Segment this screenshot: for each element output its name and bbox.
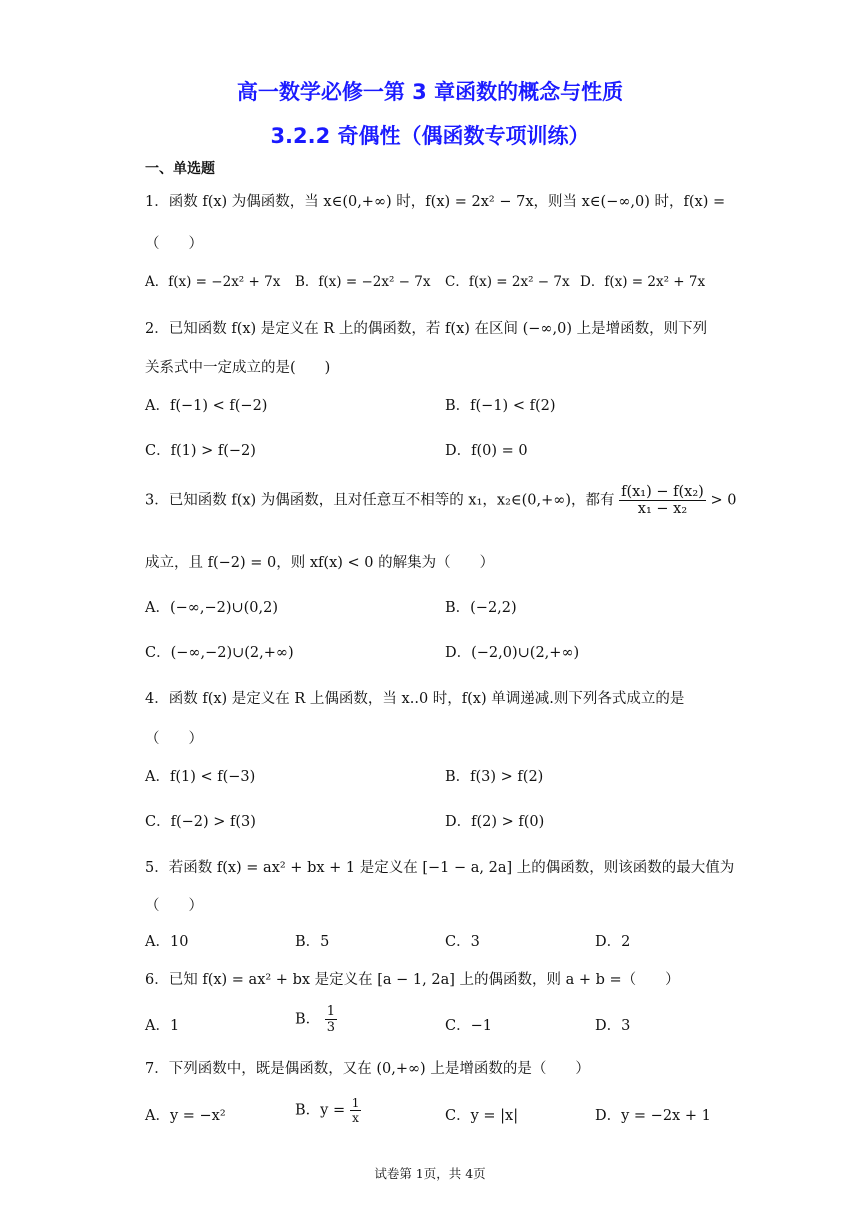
question-6-option-c: C．−1 — [445, 1018, 492, 1034]
question-3-option-d: D．(−2,0)∪(2,+∞) — [445, 645, 580, 661]
question-5-text: 5．若函数 f(x) = ax² + bx + 1 是定义在 [−1 − a, 2a] 上的偶函数，则该函数的最大值为 — [145, 860, 735, 876]
question-5-option-d: D．2 — [595, 934, 631, 950]
question-7-option-b — [295, 1096, 361, 1125]
question-5-option-b: B．5 — [295, 934, 330, 950]
question-1-bracket: （ ） — [145, 236, 203, 252]
question-4-option-c: C．f(−2) > f(3) — [145, 814, 256, 830]
question-7-option-d: D．y = −2x + 1 — [595, 1108, 711, 1124]
question-7-option-c: C．y = |x| — [445, 1108, 519, 1124]
section-heading: 一、单选题 — [145, 161, 215, 177]
question-4-text: 4．函数 f(x) 是定义在 R 上偶函数，当 x..0 时，f(x) 单调递减.则下列各式成立的是 — [145, 691, 685, 707]
option-label: B．y = — [295, 1102, 350, 1119]
question-3-text — [145, 484, 736, 517]
question-4-option-d: D．f(2) > f(0) — [445, 814, 545, 830]
question-3-text-cont: 成立，且 f(−2) = 0，则 xf(x) < 0 的解集为（ ） — [145, 555, 495, 571]
question-2-option-c: C．f(1) > f(−2) — [145, 443, 256, 459]
option-b-fraction — [350, 1096, 362, 1125]
question-3-text-pre: 3．已知函数 f(x) 为偶函数，且对任意互不相等的 x₁，x₂∈(0,+∞)，都有 — [145, 492, 615, 509]
question-4-option-b: B．f(3) > f(2) — [445, 769, 544, 785]
fraction-denominator: 3 — [326, 1020, 336, 1035]
question-5-option-c: C．3 — [445, 934, 480, 950]
question-2-option-a: A．f(−1) < f(−2) — [145, 398, 268, 414]
question-2-option-d: D．f(0) = 0 — [445, 443, 528, 459]
question-3-option-a: A．(−∞,−2)∪(0,2) — [145, 600, 279, 616]
question-1-option-a: A．f(x) = −2x² + 7x — [145, 274, 281, 290]
question-5-bracket: （ ） — [145, 898, 203, 914]
question-1-option-b: B．f(x) = −2x² − 7x — [295, 274, 431, 290]
question-3-text-post: > 0 — [710, 492, 737, 509]
question-4-bracket: （ ） — [145, 731, 203, 747]
question-2-text: 2．已知函数 f(x) 是定义在 R 上的偶函数，若 f(x) 在区间 (−∞,0) 上是增函数，则下列 — [145, 321, 708, 337]
fraction-denominator: x — [352, 1111, 359, 1125]
question-4-option-a: A．f(1) < f(−3) — [145, 769, 256, 785]
page-subtitle: 3.2.2 奇偶性（偶函数专项训练） — [270, 124, 590, 148]
question-6-text: 6．已知 f(x) = ax² + bx 是定义在 [a − 1, 2a] 上的偶函数，则 a + b =（ ） — [145, 972, 680, 988]
question-2-text-cont: 关系式中一定成立的是( ) — [145, 360, 331, 376]
fraction-numerator: 1 — [351, 1096, 360, 1110]
option-label: B． — [295, 1011, 321, 1028]
fraction-numerator: f(x₁) − f(x₂) — [621, 484, 704, 500]
question-7-option-a: A．y = −x² — [145, 1108, 226, 1124]
question-2-option-b: B．f(−1) < f(2) — [445, 398, 556, 414]
question-3-option-c: C．(−∞,−2)∪(2,+∞) — [145, 645, 294, 661]
page-footer: 试卷第 1页，共 4页 — [374, 1166, 486, 1181]
question-6-option-a: A．1 — [145, 1018, 180, 1034]
question-7-text: 7．下列函数中，既是偶函数，又在 (0,+∞) 上是增函数的是（ ） — [145, 1061, 590, 1077]
option-b-fraction — [325, 1004, 337, 1035]
fraction-denominator: x₁ − x₂ — [637, 501, 688, 517]
question-5-option-a: A．10 — [145, 934, 189, 950]
question-1-text: 1．函数 f(x) 为偶函数，当 x∈(0,+∞) 时，f(x) = 2x² − 7x，则当 x∈(−∞,0) 时，f(x) = — [145, 194, 726, 210]
question-1-option-c: C．f(x) = 2x² − 7x — [445, 274, 570, 290]
question-6-option-b — [295, 1004, 337, 1035]
question-6-option-d: D．3 — [595, 1018, 631, 1034]
page-title: 高一数学必修一第 3 章函数的概念与性质 — [236, 80, 624, 104]
question-3-option-b: B．(−2,2) — [445, 600, 517, 616]
question-1-option-d: D．f(x) = 2x² + 7x — [580, 274, 706, 290]
fraction-numerator: 1 — [326, 1004, 336, 1019]
question-3-fraction — [619, 484, 706, 517]
